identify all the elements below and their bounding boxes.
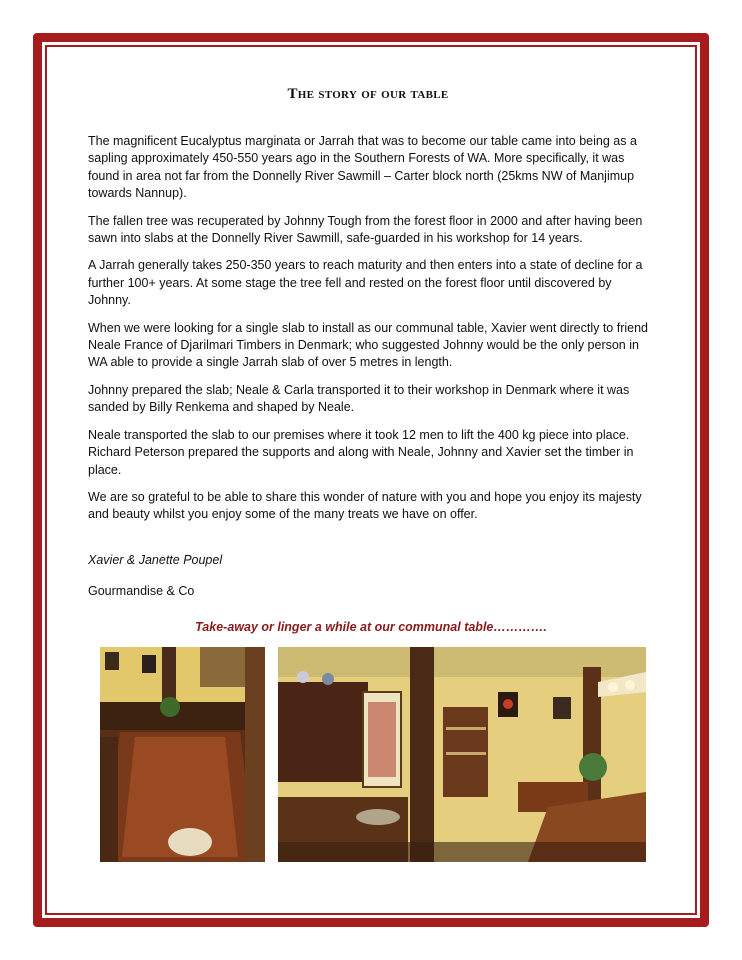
company-name: Gourmandise & Co: [88, 584, 195, 599]
document-body: [88, 86, 648, 611]
tagline: Take-away or linger a while at our communal table………….: [195, 620, 547, 634]
paragraph-5: Johnny prepared the slab; Neale & Carla transported it to their workshop in Denmark where it was sanded by Billy Renkema and shaped by Neale.: [88, 382, 630, 415]
paragraph-7: We are so grateful to be able to share this wonder of nature with you and hope you enjoy its majesty and beauty whilst you enjoy some of the many treats we have on offer.: [88, 489, 642, 522]
cafe-interior-photo: [278, 647, 646, 862]
paragraph-4: When we were looking for a single slab to install as our communal table, Xavier went directly to friend Neale France of Djarilmari Timbers in Denmark; who suggested Johnny would be the only person in WA able to provide a single Jarrah slab of over 5 metres in length.: [88, 320, 648, 370]
paragraph-3: A Jarrah generally takes 250-350 years to reach maturity and then enters into a state of decline for a further 100+ years. At some stage the tree fell and rested on the forest floor until discovered by Johnny.: [88, 258, 643, 308]
table-photo-illustration: [100, 647, 265, 862]
signature: Xavier & Janette Poupel: [88, 552, 223, 567]
page-title: The story of our table: [287, 86, 449, 102]
paragraph-2: The fallen tree was recuperated by Johnny Tough from the forest floor in 2000 and after having been sawn into slabs at the Donnelly River Sawmill, safe-guarded in his workshop for 14 years.: [88, 213, 643, 246]
paragraph-6: Neale transported the slab to our premises where it took 12 men to lift the 400 kg piece into place. Richard Peterson prepared the supports and along with Neale, Johnny and Xavier set the timber in place.: [88, 427, 634, 477]
paragraph-1: The magnificent Eucalyptus marginata or Jarrah that was to become our table came into being as a sapling approximately 450-550 years ago in the Southern Forests of WA. More specifically, it was found in area not far from the Donnelly River Sawmill – Carter block north (25kms NW of Manjimup towards Nannup).: [88, 134, 637, 201]
table-photo: [100, 647, 265, 862]
cafe-interior-illustration: [278, 647, 646, 862]
